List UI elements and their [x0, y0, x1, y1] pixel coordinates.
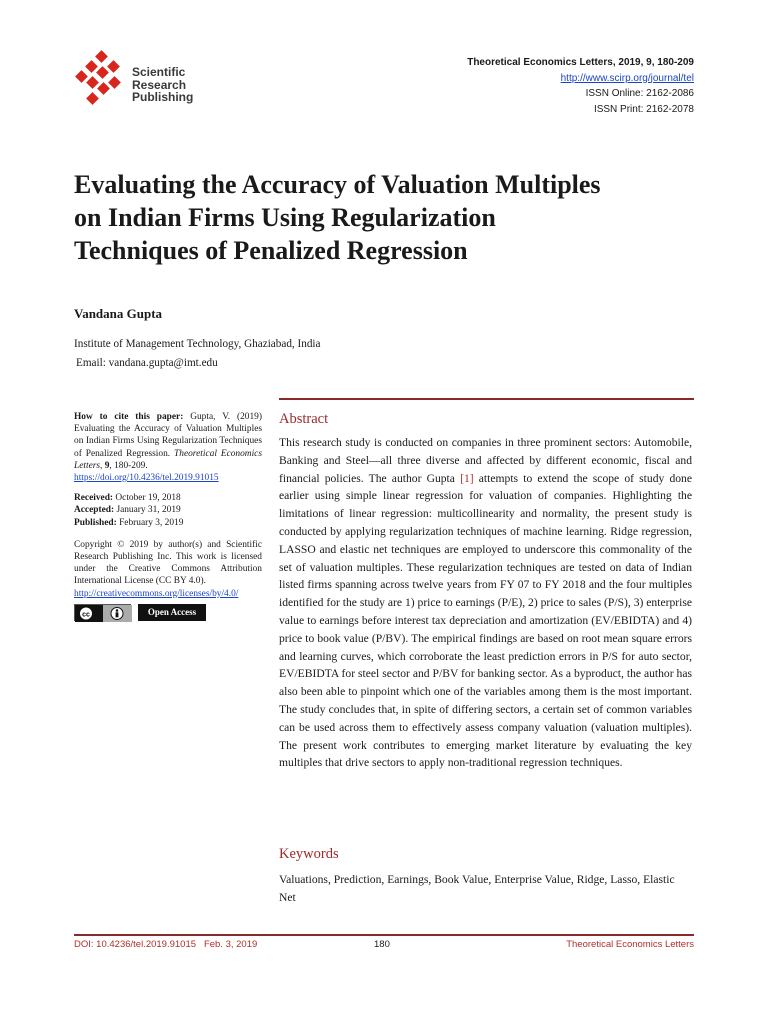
- footer-date: Feb. 3, 2019: [203, 939, 258, 950]
- open-access-badge: Open Access: [138, 604, 206, 621]
- footer-journal: Theoretical Economics Letters: [566, 939, 694, 950]
- journal-info: [467, 55, 694, 117]
- publisher-logo-mark: [75, 50, 131, 108]
- article-info-sidebar: [74, 411, 262, 622]
- publisher-logo-text: Scientific Research Publishing: [132, 65, 194, 104]
- footer-doi: DOI: 10.4236/tel.2019.91015 Feb. 3, 2019: [74, 939, 258, 950]
- how-to-cite: How to cite this paper: Gupta, V. (2019) Evaluating the Accuracy of Valuation Multiples on Indian Firms Using Regularization Techniques of Penalized Regression. Theoretical Economics Letters, 9, 180-209. https://doi.org/10.4236/tel.2019.91015: [74, 412, 262, 484]
- issn-print: ISSN Print: 2162-2078: [593, 103, 694, 115]
- affiliation: Institute of Management Technology, Ghaziabad, India: [74, 338, 321, 350]
- doi-link[interactable]: https://doi.org/10.4236/tel.2019.91015: [74, 473, 219, 484]
- footer-rule: [74, 934, 694, 936]
- journal-citation: Theoretical Economics Letters, 2019, 9, 180-209: [467, 57, 694, 68]
- cc-by-badge-icon[interactable]: [74, 604, 131, 621]
- page-footer: [74, 939, 694, 953]
- author-name: Vandana Gupta: [74, 306, 163, 321]
- abstract-rule: [279, 398, 694, 400]
- license-link[interactable]: http://creativecommons.org/licenses/by/4.0/: [74, 588, 239, 599]
- journal-url-link[interactable]: http://www.scirp.org/journal/tel: [560, 72, 694, 84]
- paper-title: Evaluating the Accuracy of Valuation Multiples on Indian Firms Using Regularization Techniques of Penalized Regression: [74, 170, 601, 265]
- abstract-text: This research study is conducted on companies in three prominent sectors: Automobile, Banking and Steel—all three diverse and affected by different economic, fiscal and financial policies. The author Gupta [1] attempts to extend the scope of study done earlier using simple linear regression for valuation of companies. Highlighting the limitations of linear regression: multicollinearity and normality, the present study is conducted by applying regularization techniques of machine learning. Ridge regression, LASSO and elastic net techniques are employed to underscore this commonality of the set of valuation multiples. These regularization techniques are tested on data of Indian listed firms spanning across twelve years from FY 07 to FY 2018 and the four multiples identified for the study are 1) price to earnings (P/E), 2) price to sales (P/S), 3) enterprise value to earnings before interest tax depreciation and amortization (EV/EBIDTA) and 4) price to book value (P/BV). The empirical findings are based on root mean square errors and learning curves, which corroborate the least prediction errors in P/S for auto sector, EV/EBIDTA for steel sector and P/BV for banking sector. As a byproduct, the author has also been able to pinpoint which one of the variables among them is the most important. The study concludes that, in spite of differing sectors, a certain set of common variables can be used across them to effectively assess company valuation (valuation multiples). The present work contributes to emerging market literature by evaluating the key multiples that drive sectors to apply non-traditional regression techniques.: [279, 436, 692, 770]
- svg-text:cc: cc: [82, 611, 90, 619]
- license-notice: Copyright © 2019 by author(s) and Scientific Research Publishing Inc. This work is licensed under the Creative Commons Attribution International License (CC BY 4.0). http://creativecommons.org/licenses/by/4.0/: [74, 539, 262, 599]
- page-number: 180: [374, 939, 390, 950]
- keywords-text: Valuations, Prediction, Earnings, Book Value, Enterprise Value, Ridge, Lasso, Elastic Net: [279, 873, 675, 904]
- issn-online: ISSN Online: 2162-2086: [585, 88, 694, 99]
- reference-link[interactable]: [1]: [460, 471, 474, 485]
- author-email: Email: vandana.gupta@imt.edu: [76, 357, 218, 369]
- article-dates: Received: October 19, 2018 Accepted: January 31, 2019 Published: February 3, 2019: [74, 493, 184, 528]
- keywords-heading: Keywords: [279, 846, 339, 862]
- abstract-heading: Abstract: [279, 411, 329, 427]
- publisher-logo: [75, 50, 199, 110]
